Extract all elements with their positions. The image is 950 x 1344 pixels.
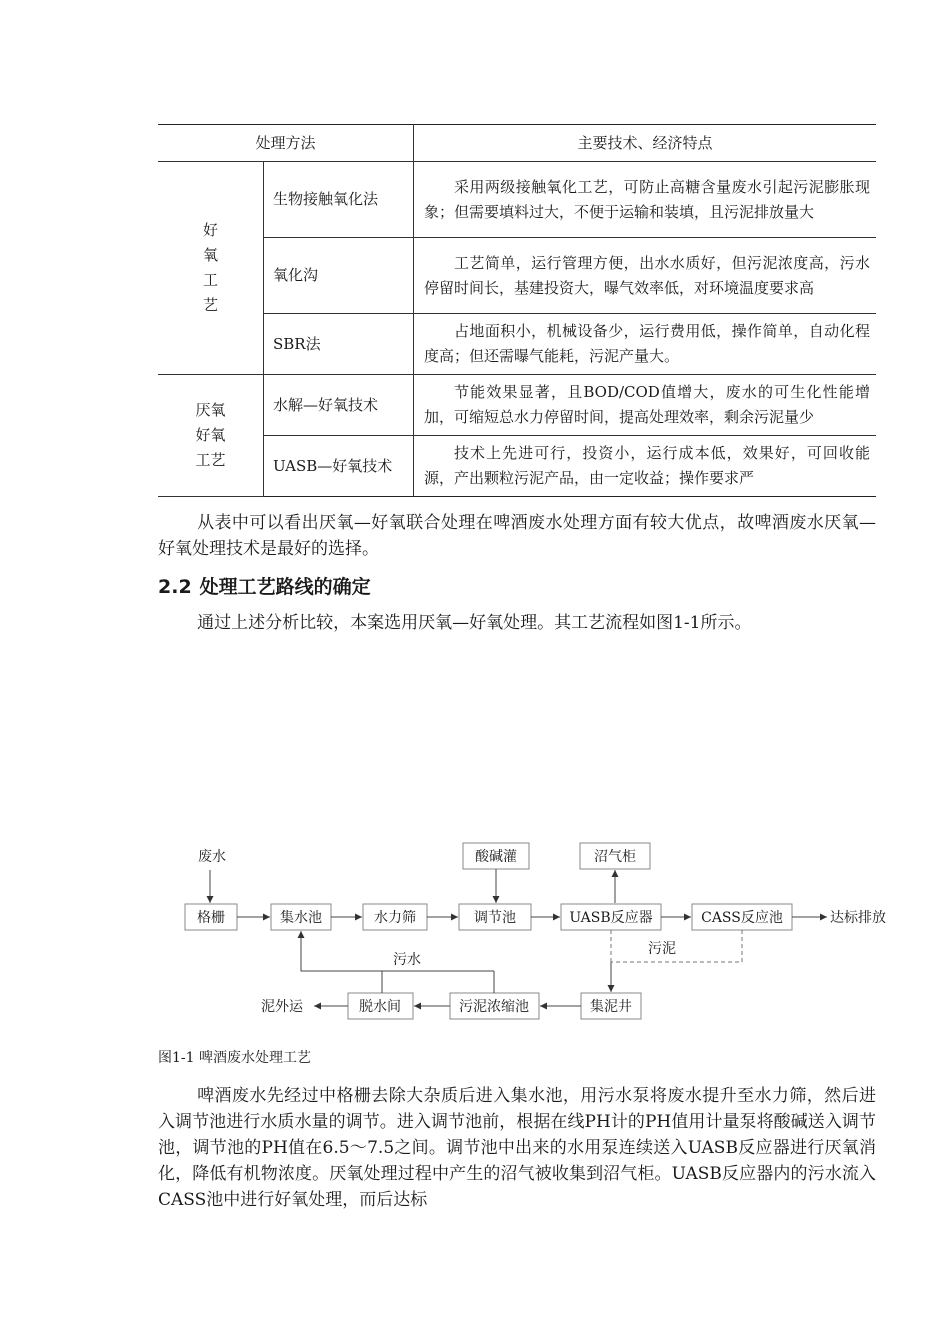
node-collect-pool [271, 904, 331, 930]
description-cell: 技术上先进可行，投资小，运行成本低，效果好，可回收能源，产出颗粒污泥产品，由一定收益；操作要求严 [414, 436, 877, 497]
process-flow-diagram [150, 830, 910, 1030]
description-cell: 节能效果显著，且BOD/COD值增大，废水的可生化性能增加，可缩短总水力停留时间，提高处理效率，剩余污泥量少 [414, 375, 877, 436]
method-cell: UASB—好氧技术 [264, 436, 414, 497]
svg-text:酸碱灌: 酸碱灌 [475, 849, 517, 865]
return-arrow [301, 931, 382, 993]
svg-text:沼气柜: 沼气柜 [594, 849, 636, 865]
svg-text:污泥浓缩池: 污泥浓缩池 [459, 999, 529, 1015]
node-thickener [450, 993, 539, 1019]
method-cell: 水解—好氧技术 [264, 375, 414, 436]
node-dewatering [348, 993, 413, 1019]
header-features: 主要技术、经济特点 [414, 125, 877, 162]
node-uasb [561, 904, 661, 930]
figure-caption: 图1-1 啤酒废水处理工艺 [158, 1050, 311, 1066]
svg-text:调节池: 调节池 [474, 910, 516, 926]
svg-text:水力筛: 水力筛 [374, 910, 416, 926]
svg-text:脱水间: 脱水间 [359, 999, 401, 1015]
table-header-row [158, 125, 876, 162]
table-row [158, 238, 876, 314]
header-method: 处理方法 [158, 125, 414, 162]
paragraph-description: 啤酒废水先经过中格栅去除大杂质后进入集水池，用污水泵将废水提升至水力筛，然后进入调节池进行水质水量的调节。进入调节池前，根据在线PH计的PH值用计量泵将酸碱送入调节池，调节池的PH值在6.5～7.5之间。调节池中出来的水用泵连续送入UASB反应器进行厌氧消化，降低有机物浓度。厌氧处理过程中产生的沼气被收集到沼气柜。UASB反应器内的污水流入CASS池中进行好氧处理，而后达标 [158, 1086, 876, 1210]
svg-text:CASS反应池: CASS反应池 [701, 910, 783, 926]
input-label: 废水 [198, 849, 226, 865]
node-cass [692, 904, 792, 930]
sludge-out-label: 泥外运 [261, 999, 303, 1015]
svg-text:集泥井: 集泥井 [590, 999, 632, 1015]
table-row [158, 162, 876, 238]
paragraph-intro: 通过上述分析比较，本案选用厌氧—好氧处理。其工艺流程如图1-1所示。 [197, 613, 752, 633]
svg-text:UASB反应器: UASB反应器 [569, 910, 653, 926]
section-title: 处理工艺路线的确定 [199, 576, 371, 598]
section-heading [158, 572, 371, 599]
description-cell: 工艺简单，运行管理方便，出水水质好，但污泥浓度高，污水停留时间长，基建投资大，曝气效率低，对环境温度要求高 [414, 238, 877, 314]
table-row [158, 436, 876, 497]
table-row [158, 375, 876, 436]
group-label-aerobic: 好 氧 工 艺 [158, 162, 264, 375]
method-cell: 生物接触氧化法 [264, 162, 414, 238]
node-acid-tank [463, 843, 529, 869]
method-cell: 氧化沟 [264, 238, 414, 314]
comparison-table [158, 124, 876, 497]
sludge-label: 污泥 [648, 941, 676, 957]
output-label: 达标排放 [830, 910, 886, 926]
table-row [158, 314, 876, 375]
node-adjust-pool [459, 904, 531, 930]
node-hydraulic-sieve [363, 904, 427, 930]
group-label-anaerobic-aerobic: 厌氧 好氧 工艺 [158, 375, 264, 497]
method-cell: SBR法 [264, 314, 414, 375]
node-gas-holder [580, 843, 650, 869]
node-grille [185, 904, 237, 930]
svg-text:格栅: 格栅 [197, 910, 225, 926]
sludge-line [611, 930, 742, 962]
sewage-label: 污水 [393, 952, 421, 968]
section-number: 2.2 [158, 576, 192, 598]
svg-text:集水池: 集水池 [280, 910, 322, 926]
description-cell: 占地面积小，机械设备少，运行费用低，操作简单，自动化程度高；但还需曝气能耗，污泥产量大。 [414, 314, 877, 375]
node-sludge-well [581, 993, 641, 1019]
description-cell: 采用两级接触氧化工艺，可防止高糖含量废水引起污泥膨胀现象；但需要填料过大，不便于运输和装填，且污泥排放量大 [414, 162, 877, 238]
paragraph-conclusion: 从表中可以看出厌氧—好氧联合处理在啤酒废水处理方面有较大优点，故啤酒废水厌氧—好氧处理技术是最好的选择。 [158, 513, 876, 559]
